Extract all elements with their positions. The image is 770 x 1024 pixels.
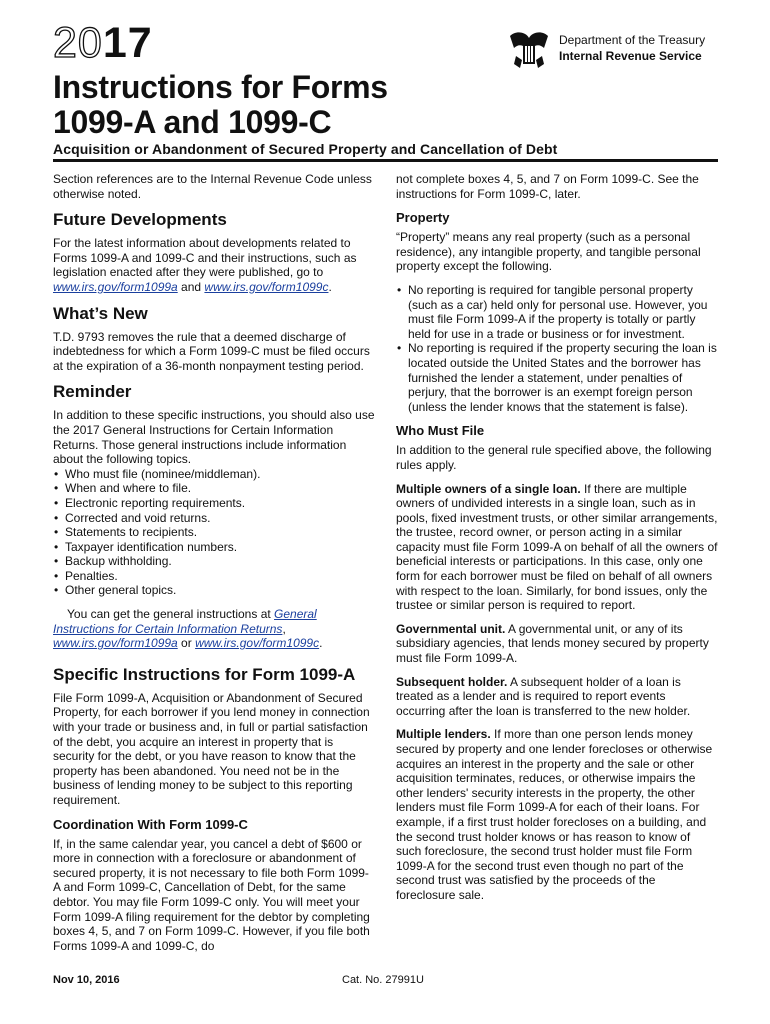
form1099c-link[interactable]: www.irs.gov/form1099c — [204, 279, 329, 294]
year-solid: 17 — [102, 19, 153, 67]
specific-instructions-text: File Form 1099-A, Acquisition or Abandonment of Secured Property, for each borrower if you lend money in connection with your trade or business and, in full or partial satisfaction of the debt, you acquire an interest in property that is security for the debt, or you have reason to know that the property has been abandoned. You need not be in the business of lending money to be subject to this reporting requirement. — [53, 690, 370, 807]
who-must-file-heading: Who Must File — [396, 423, 485, 439]
list-item: • No reporting is required if the property securing the loan is located outside the United States and the borrower has furnished the lender a statement, under penalties of perjury, that the borrower is an exempt foreign person (unless the lender knows that the statement is false). — [396, 341, 718, 414]
subsequent-holder-paragraph: Subsequent holder. A subsequent holder of a loan is treated as a lender and is required to report events occurring after the loan is transferred to the new holder. — [396, 674, 691, 718]
reminder-text: In addition to these specific instructions, you should also use the 2017 General Instructions for Certain Information Returns. Those general instructions include information about the following topics. — [53, 408, 375, 467]
coordination-heading: Coordination With Form 1099-C — [53, 816, 248, 832]
governmental-unit-paragraph: Governmental unit. A governmental unit, or any of its subsidiary agencies, that lends money secured by property must file Form 1099-A. — [396, 621, 709, 666]
left-column — [53, 172, 375, 962]
list-item: • Other general topics. — [53, 583, 375, 598]
general-instructions-link[interactable]: General Instructions for Certain Information Returns — [53, 607, 317, 636]
list-item: • When and where to file. — [53, 481, 375, 496]
list-item: • Penalties. — [53, 569, 375, 584]
multiple-owners-paragraph: Multiple owners of a single loan. If there are multiple owners of undivided interests in a single loan, such as in pools, fixed investment trusts, or other similar arrangements, the trustee, record owner, or person acting in a similar capacity must file Form 1099-A on behalf of all the owners of beneficial interests or participations. In this case, only one form for each borrower must be filed on behalf of all owners with respect to the loan. Similarly, for bond issues, only the trustee or similar person is required to report. — [396, 481, 718, 613]
future-developments-heading: Future Developments — [53, 210, 227, 230]
future-developments-text: For the latest information about developments related to Forms 1099-A and 1099-C and their instructions, such as legislation enacted after they were published, go to www.irs.gov/form1099a and www.irs.gov/form1099c. — [53, 236, 357, 294]
specific-instructions-heading: Specific Instructions for Form 1099-A — [53, 664, 356, 684]
intro-text: Section references are to the Internal Revenue Code unless otherwise noted. — [53, 172, 372, 201]
property-heading: Property — [396, 210, 450, 226]
list-item: • No reporting is required for tangible personal property (such as a car) held only for personal use. However, you must file Form 1099-A if the property is totally or partly held for use in a trade or business or for investment. — [396, 283, 718, 341]
list-item: • Electronic reporting requirements. — [53, 496, 375, 511]
list-item: • Taxpayer identification numbers. — [53, 540, 375, 555]
footer-date: Nov 10, 2016 — [53, 974, 120, 986]
irs-eagle-seal-icon — [506, 26, 552, 72]
list-item: • Corrected and void returns. — [53, 511, 375, 526]
property-exceptions-list — [396, 283, 718, 414]
document-subtitle: Acquisition or Abandonment of Secured Property and Cancellation of Debt — [53, 141, 558, 157]
right-column — [396, 172, 718, 912]
agency-block — [559, 32, 705, 64]
whats-new-heading: What’s New — [53, 303, 148, 323]
property-text: “Property” means any real property (such as a personal residence), any intangible property, and tangible personal property except the following. — [396, 230, 701, 274]
list-item: • Who must file (nominee/middleman). — [53, 467, 375, 482]
list-item: • Backup withholding. — [53, 554, 375, 569]
who-must-file-text: In addition to the general rule specified above, the following rules apply. — [396, 443, 712, 472]
topics-list — [53, 467, 375, 598]
form1099c-link-2[interactable]: www.irs.gov/form1099c — [195, 636, 320, 651]
year-outline: 20 — [53, 19, 103, 67]
general-instructions-text: You can get the general instructions at General Instructions for Certain Information Returns, www.irs.gov/form1099a or www.irs.gov/form1099c. — [53, 607, 323, 651]
coordination-text: If, in the same calendar year, you cancel a debt of $600 or more in connection with a foreclosure or abandonment of secured property, it is not necessary to file both Form 1099-A and Form 1099-C, Cancellation of Debt, for the same debtor. You may file Form 1099-C only. You will meet your Form 1099-A filing requirement for the debtor by completing boxes 4, 5, and 7 on Form 1099-C. However, if you file both Forms 1099-A and 1099-C, do — [53, 836, 370, 953]
form1099a-link-2[interactable]: www.irs.gov/form1099a — [53, 636, 178, 651]
title-line-2: 1099-A and 1099-C — [53, 104, 332, 140]
agency-irs: Internal Revenue Service — [559, 49, 702, 63]
agency-department: Department of the Treasury — [559, 33, 706, 47]
tax-year — [53, 20, 153, 66]
list-item: • Statements to recipients. — [53, 525, 375, 540]
continued-text: not complete boxes 4, 5, and 7 on Form 1099-C. See the instructions for Form 1099-C, later. — [396, 172, 699, 201]
reminder-heading: Reminder — [53, 382, 132, 402]
footer-catalog-number: Cat. No. 27991U — [342, 974, 424, 986]
multiple-lenders-paragraph: Multiple lenders. If more than one person lends money secured by property and one lender forecloses or otherwise acquires an interest in the property and the sale or other acquisition terminates, reduces, or otherwise impairs the other lenders' security interests in the property, the other lenders must file Form 1099-A for each of their loans. For example, if a first trust holder forecloses on a building, and the second trust holder knows or has reason to know of such foreclosure, the second trust holder must file Form 1099-A for the second trust even though no part of the second trust was satisfied by the proceeds of the foreclosure sale. — [396, 727, 713, 902]
title-line-1: Instructions for Forms — [53, 69, 388, 105]
whats-new-text: T.D. 9793 removes the rule that a deemed discharge of indebtedness for which a Form 1099-C must be filed occurs at the expiration of a 36-month nonpayment testing period. — [53, 329, 370, 373]
form1099a-link[interactable]: www.irs.gov/form1099a — [53, 279, 178, 294]
document-title — [53, 70, 388, 140]
title-rule — [53, 159, 718, 162]
